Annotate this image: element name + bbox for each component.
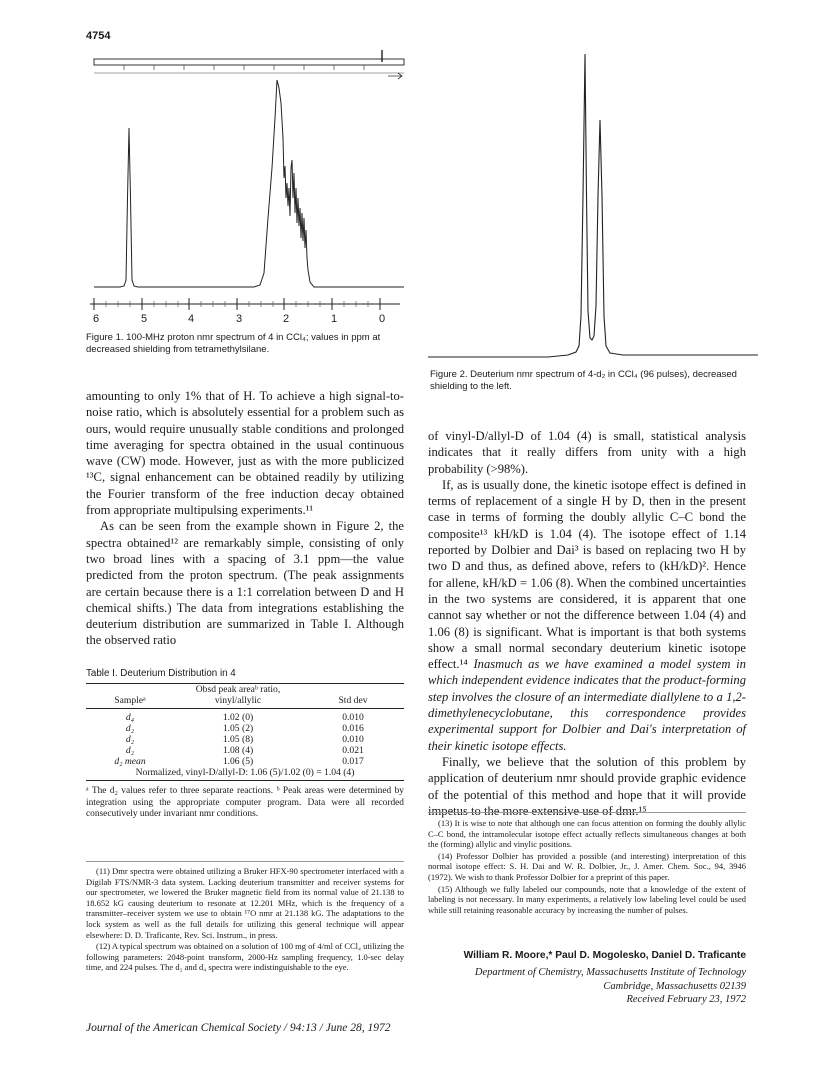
deuterium-table [86, 683, 404, 781]
table-row [86, 745, 404, 756]
table-header: Obsd peak areaᵇ ratio, vinyl/allylic [174, 684, 302, 709]
footnote-12: (12) A typical spectrum was obtained on a solution of 100 mg of 4/ml of CCl₄ utilizing the following parameters: 2048-point transform, 2000-Hz sampling frequency, 1.0-sec delay time, and 224 pulses. The d₂ and d₄ spectra were indistinguishable to the eye. [86, 941, 404, 973]
figure1-caption: Figure 1. 100-MHz proton nmr spectrum of 4 in CCl₄; values in ppm at decreased shielding from tetramethylsilane. [86, 332, 381, 355]
table-cell: Normalized, vinyl-D/allyl-D: 1.06 (5)/1.02 (0) = 1.04 (4) [86, 767, 404, 781]
table-cell: 1.05 (2) [222, 723, 254, 734]
right-footnotes [428, 818, 746, 916]
paragraph: As can be seen from the example shown in Figure 2, the spectra obtained¹² are remarkably simple, consisting of only two broad lines with a spacing of 3.1 ppm—the value predicted from the proton spectrum. (The peak assignments are certain because there is a 1:1 correlation between D and H chemical shifts.) The data from integrations establishing the deuterium distribution are summarized in Table I. Although the observed ratio [86, 519, 404, 648]
arrow-marker [388, 73, 402, 79]
table-cell: 0.010 [342, 734, 364, 745]
table-cell: d₂ mean [114, 756, 146, 767]
footnote-11: (11) Dmr spectra were obtained utilizing a Bruker HFX-90 spectrometer interfaced with a Digilab FTS/NMR-3 data system. Lacking deuterium transmitter and receiver systems for our spectrometer, we lowered the Bruker magnetic field from its normal value of 21.138 to 18.652 kG causing deuterium to resonate at 12.201 MHz, which is the frequency of a transmitter–receiver system we use to obtain ¹⁷O nmr at 21.138 kG. The adaptations to the lock system as well as the full details for utilizing this general technique will appear elsewhere: D. D. Traficante, Rev. Sci. Instrum., in press. [86, 866, 404, 940]
axis-label-2: 2 [282, 313, 290, 325]
table-cell: 1.02 (0) [222, 712, 254, 723]
top-ticks [124, 65, 364, 70]
paragraph: Finally, we believe that the solution of this problem by application of deuterium nmr should provide graphic evidence of the potential of this method and hope that it will provide impetus to the more extensive use of dmr.¹⁵ [428, 754, 746, 818]
paragraph-italic: Inasmuch as we have examined a model system in which independent evidence indicates that the product-forming step involves the closure of an intermediate diallylene to a 1,2-dimethylenecyclobutane, this correspondence provides experimental support for Dolbier and Dai's interpretation of their kinetic isotope effects. [428, 657, 746, 753]
figure2-caption: Figure 2. Deuterium nmr spectrum of 4-d₂ in CCl₄ (96 pulses), decreased shielding to the left. [430, 369, 737, 392]
axis-label-1: 1 [330, 313, 338, 325]
table-cell: 0.021 [342, 745, 364, 756]
paragraph: amounting to only 1% that of H. To achieve a high signal-to-noise ratio, which is absolutely essential for a problem such as ours, would require unusually stable conditions and prolonged time averaging for spectra obtained in the usual continuous wave (CW) mode. However, just as with the more publicized ¹³C, signal enhancement can be obtained readily by utilizing the Fourier transform of the free induction decay obtained from appropriate multipulsing experiments.¹¹ [86, 389, 404, 518]
table-cell: d₄ [125, 712, 135, 723]
table-cell: d₂ [125, 734, 135, 745]
table-cell: 1.05 (8) [222, 734, 254, 745]
axis-label-6: 6 [92, 313, 100, 325]
footnote-divider [86, 861, 404, 862]
table-cell: 1.06 (5) [222, 756, 254, 767]
authors: William R. Moore,* Paul D. Mogolesko, Daniel D. Traficante [463, 950, 746, 961]
table-cell: 1.08 (4) [222, 745, 254, 756]
table-row [86, 709, 404, 724]
table-cell: 0.010 [342, 712, 364, 723]
figure1-proton-spectrum [84, 48, 414, 328]
table-header: Sampleᵃ [86, 684, 174, 709]
table-cell: d₂ [125, 745, 135, 756]
table-notes: ᵃ The d₂ values refer to three separate reactions. ᵇ Peak areas were determined by integration using the appropriate computer program. Data were all recorded consecutively under invariant nmr conditions. [86, 786, 404, 820]
footnote-15: (15) Although we fully labeled our compounds, note that a knowledge of the extent of labeling is not necessary. In many experiments, a relatively low labeling level could be used while still retaining reasonable accuracy by increasing the number of pulses. [428, 883, 746, 915]
table-cell: 0.016 [342, 723, 364, 734]
spectrum-trace [94, 80, 404, 287]
table-row [86, 723, 404, 734]
scale-labels [93, 313, 385, 325]
table-title: Table I. Deuterium Distribution in 4 [86, 668, 236, 679]
axis-label-0: 0 [378, 313, 386, 325]
spectrum-trace [428, 54, 758, 357]
table-row-normalized [86, 767, 404, 781]
table-1 [86, 668, 404, 821]
axis-label-3: 3 [235, 313, 243, 325]
footnote-13: (13) It is wise to note that although one can focus attention on forming the doubly allylic C–C bond, the intramolecular isotope effect actually reflects simultaneous changes at both the (forming) allylic and vinylic positions. [428, 818, 746, 850]
table-cell: 0.017 [342, 756, 364, 767]
axis-label-4: 4 [187, 313, 195, 325]
paragraph [428, 477, 746, 754]
paragraph: of vinyl-D/allyl-D of 1.04 (4) is small, statistical analysis indicates that it really differs from unity with a high probability (>98%). [428, 429, 746, 476]
table-row [86, 756, 404, 767]
table-row [86, 734, 404, 745]
table-cell: d₂ [125, 723, 135, 734]
right-column-body [428, 428, 746, 819]
page-number: 4754 [86, 30, 111, 42]
integral-bar [94, 59, 404, 65]
paragraph-text: If, as is usually done, the kinetic isotope effect is defined in terms of replacement of a single H by D, then in the present case in terms of forming the doubly allylic C–C bond the composite¹³ kH/kD is 1.04 (4). The isotope effect of 1.14 reported by Dolbier and Dai³ is based on replacing two H by two D and thus, as defined above, refers to (kH/kD)². Hence for allene, kH/kD = 1.06 (8). When the combined uncertainties in the two systems are considered, it is apparent that one cannot say whether or not the difference between 1.04 (4) and 1.06 (8) is significant. What is important is that both systems show a small normal secondary deuterium kinetic isotope effect.¹⁴ [428, 477, 746, 672]
table-header: Std dev [302, 684, 404, 709]
footnote-14: (14) Professor Dolbier has provided a possible (and interesting) interpretation of this normal isotope effect: S. H. Dai and W. R. Dolbier, Jr., J. Amer. Chem. Soc., 94, 3946 (1972). We wish to thank Professor Dolbier for a preprint of this paper. [428, 850, 746, 882]
left-footnotes [86, 866, 404, 974]
journal-line: Journal of the American Chemical Society / 94:13 / June 28, 1972 [86, 1022, 391, 1034]
axis-label-5: 5 [140, 313, 148, 325]
affiliation [428, 966, 746, 1007]
department: Department of Chemistry, Massachusetts Institute of Technology [474, 967, 746, 978]
figure2-deuterium-spectrum [428, 46, 758, 364]
left-column-body [86, 388, 404, 649]
received-date: Received February 23, 1972 [626, 994, 746, 1005]
footnote-divider [428, 812, 746, 813]
city: Cambridge, Massachusetts 02139 [603, 980, 746, 992]
